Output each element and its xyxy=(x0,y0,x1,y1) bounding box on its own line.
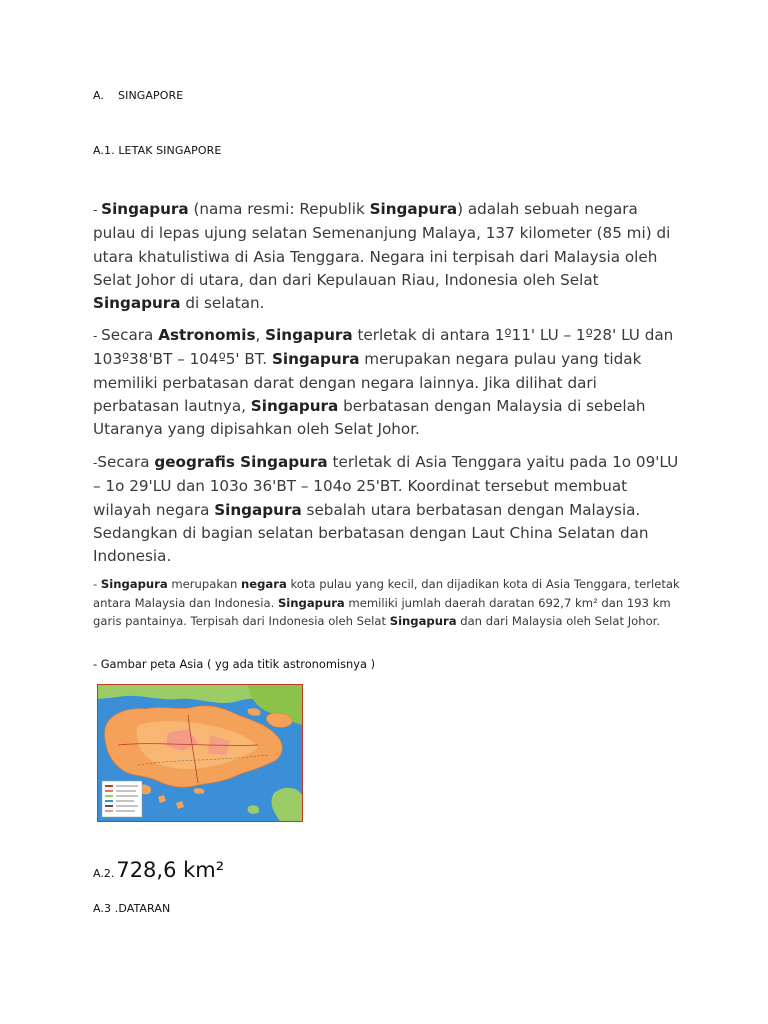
map-caption: - Gambar peta Asia ( yg ada titik astronomisnya ) xyxy=(93,657,376,671)
area-value: 728,6 km² xyxy=(116,858,225,882)
area-line xyxy=(93,858,224,882)
singapore-map-graphic xyxy=(98,685,302,821)
heading-dataran: A.3 .DATARAN xyxy=(93,902,171,915)
heading-title: SINGAPORE xyxy=(118,89,184,102)
singapore-map-image xyxy=(97,684,303,822)
paragraph-negara-kota: - Singapura merupakan negara kota pulau yang kecil, dan dijadikan kota di Asia Tenggara, terletak antara Malaysia dan Indonesia. Singapura memiliki jumlah daerah daratan 692,7 km² dan 193 km garis pantainya. Terpisah dari Indonesia oleh Selat Singapura dan dari Malaysia oleh Selat Johor. xyxy=(93,577,680,628)
paragraph-geografis: -Secara geografis Singapura terletak di Asia Tenggara yaitu pada 1o 09'LU – 1o 29'LU dan 103o 36'BT – 104o 25'BT. Koordinat tersebut membuat wilayah negara Singapura sebalah utara berbatasan dengan Malaysia. Sedangkan di bagian selatan berbatasan dengan Laut China Selatan dan Indonesia. xyxy=(93,453,679,566)
heading-singapore xyxy=(93,89,183,102)
area-label: A.2. xyxy=(93,867,115,880)
paragraph-astronomis: - Secara Astronomis, Singapura terletak di antara 1º11' LU – 1º28' LU dan 103º38'BT – 104º5' BT. Singapura merupakan negara pulau yang tidak memiliki perbatasan darat dengan negara lainnya. Jika dilihat dari perbatasan lautnya, Singapura berbatasan dengan Malaysia di sebelah Utaranya yang dipisahkan oleh Selat Johor. xyxy=(93,326,674,439)
paragraph-nama-resmi: - Singapura (nama resmi: Republik Singapura) adalah sebuah negara pulau di lepas ujung selatan Semenanjung Malaya, 137 kilometer (85 mi) di utara khatulistiwa di Asia Tenggara. Negara ini terpisah dari Malaysia oleh Selat Johor di utara, dan dari Kepulauan Riau, Indonesia oleh Selat Singapura di selatan. xyxy=(93,200,671,313)
heading-letak-singapore: A.1. LETAK SINGAPORE xyxy=(93,144,222,157)
heading-letter: A. xyxy=(93,89,105,102)
